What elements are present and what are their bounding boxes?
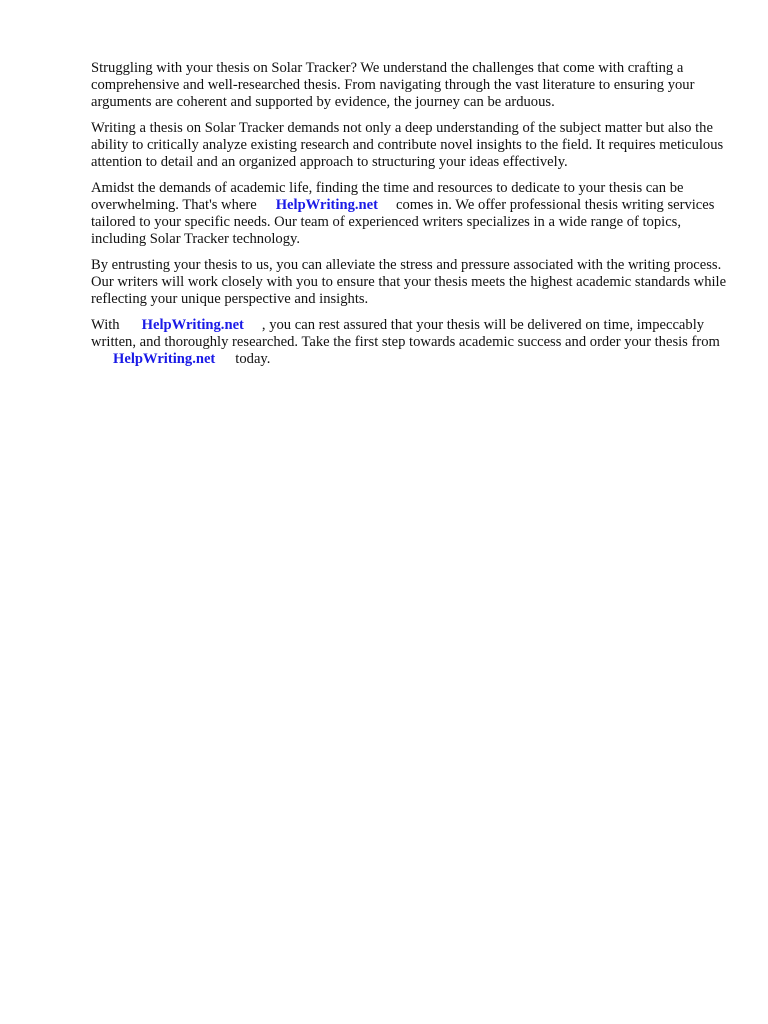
paragraph-closing: [91, 317, 731, 368]
helpwriting-link[interactable]: HelpWriting.net: [275, 197, 378, 213]
paragraph-closing-text-start: With: [91, 317, 120, 333]
paragraph-services-text-start: Amidst the demands of academic life, finding the time and resources to dedicate to your thesis can be overwhelming. That's where: [91, 180, 688, 213]
helpwriting-link[interactable]: HelpWriting.net: [113, 351, 216, 367]
paragraph-closing-text-middle: , you can rest assured that your thesis will be delivered on time, impeccably written, and thoroughly researched. Take the first step towards academic success and order your thesis from: [91, 317, 720, 350]
document-page: [91, 60, 731, 377]
paragraph-closing-text-end: today.: [235, 351, 271, 367]
paragraph-entrusting: By entrusting your thesis to us, you can alleviate the stress and pressure associated with the writing process. Our writers will work closely with you to ensure that your thesis meets the highest academic standards while reflecting your unique perspective and insights.: [91, 257, 730, 307]
paragraph-requirements: Writing a thesis on Solar Tracker demands not only a deep understanding of the subject matter but also the ability to critically analyze existing research and contribute novel insights to the field. It requires meticulous attention to detail and an organized approach to structuring your ideas effectively.: [91, 120, 727, 170]
paragraph-services-text-end: comes in. We offer professional thesis writing services tailored to your specific needs. Our team of experienced writers specializes in a wide range of topics, including Solar Tracker technology.: [91, 197, 719, 247]
helpwriting-link[interactable]: HelpWriting.net: [141, 317, 244, 333]
paragraph-intro: Struggling with your thesis on Solar Tracker? We understand the challenges that come with crafting a comprehensive and well-researched thesis. From navigating through the vast literature to ensuring your arguments are coherent and supported by evidence, the journey can be arduous.: [91, 60, 699, 110]
paragraph-services: [91, 180, 731, 248]
